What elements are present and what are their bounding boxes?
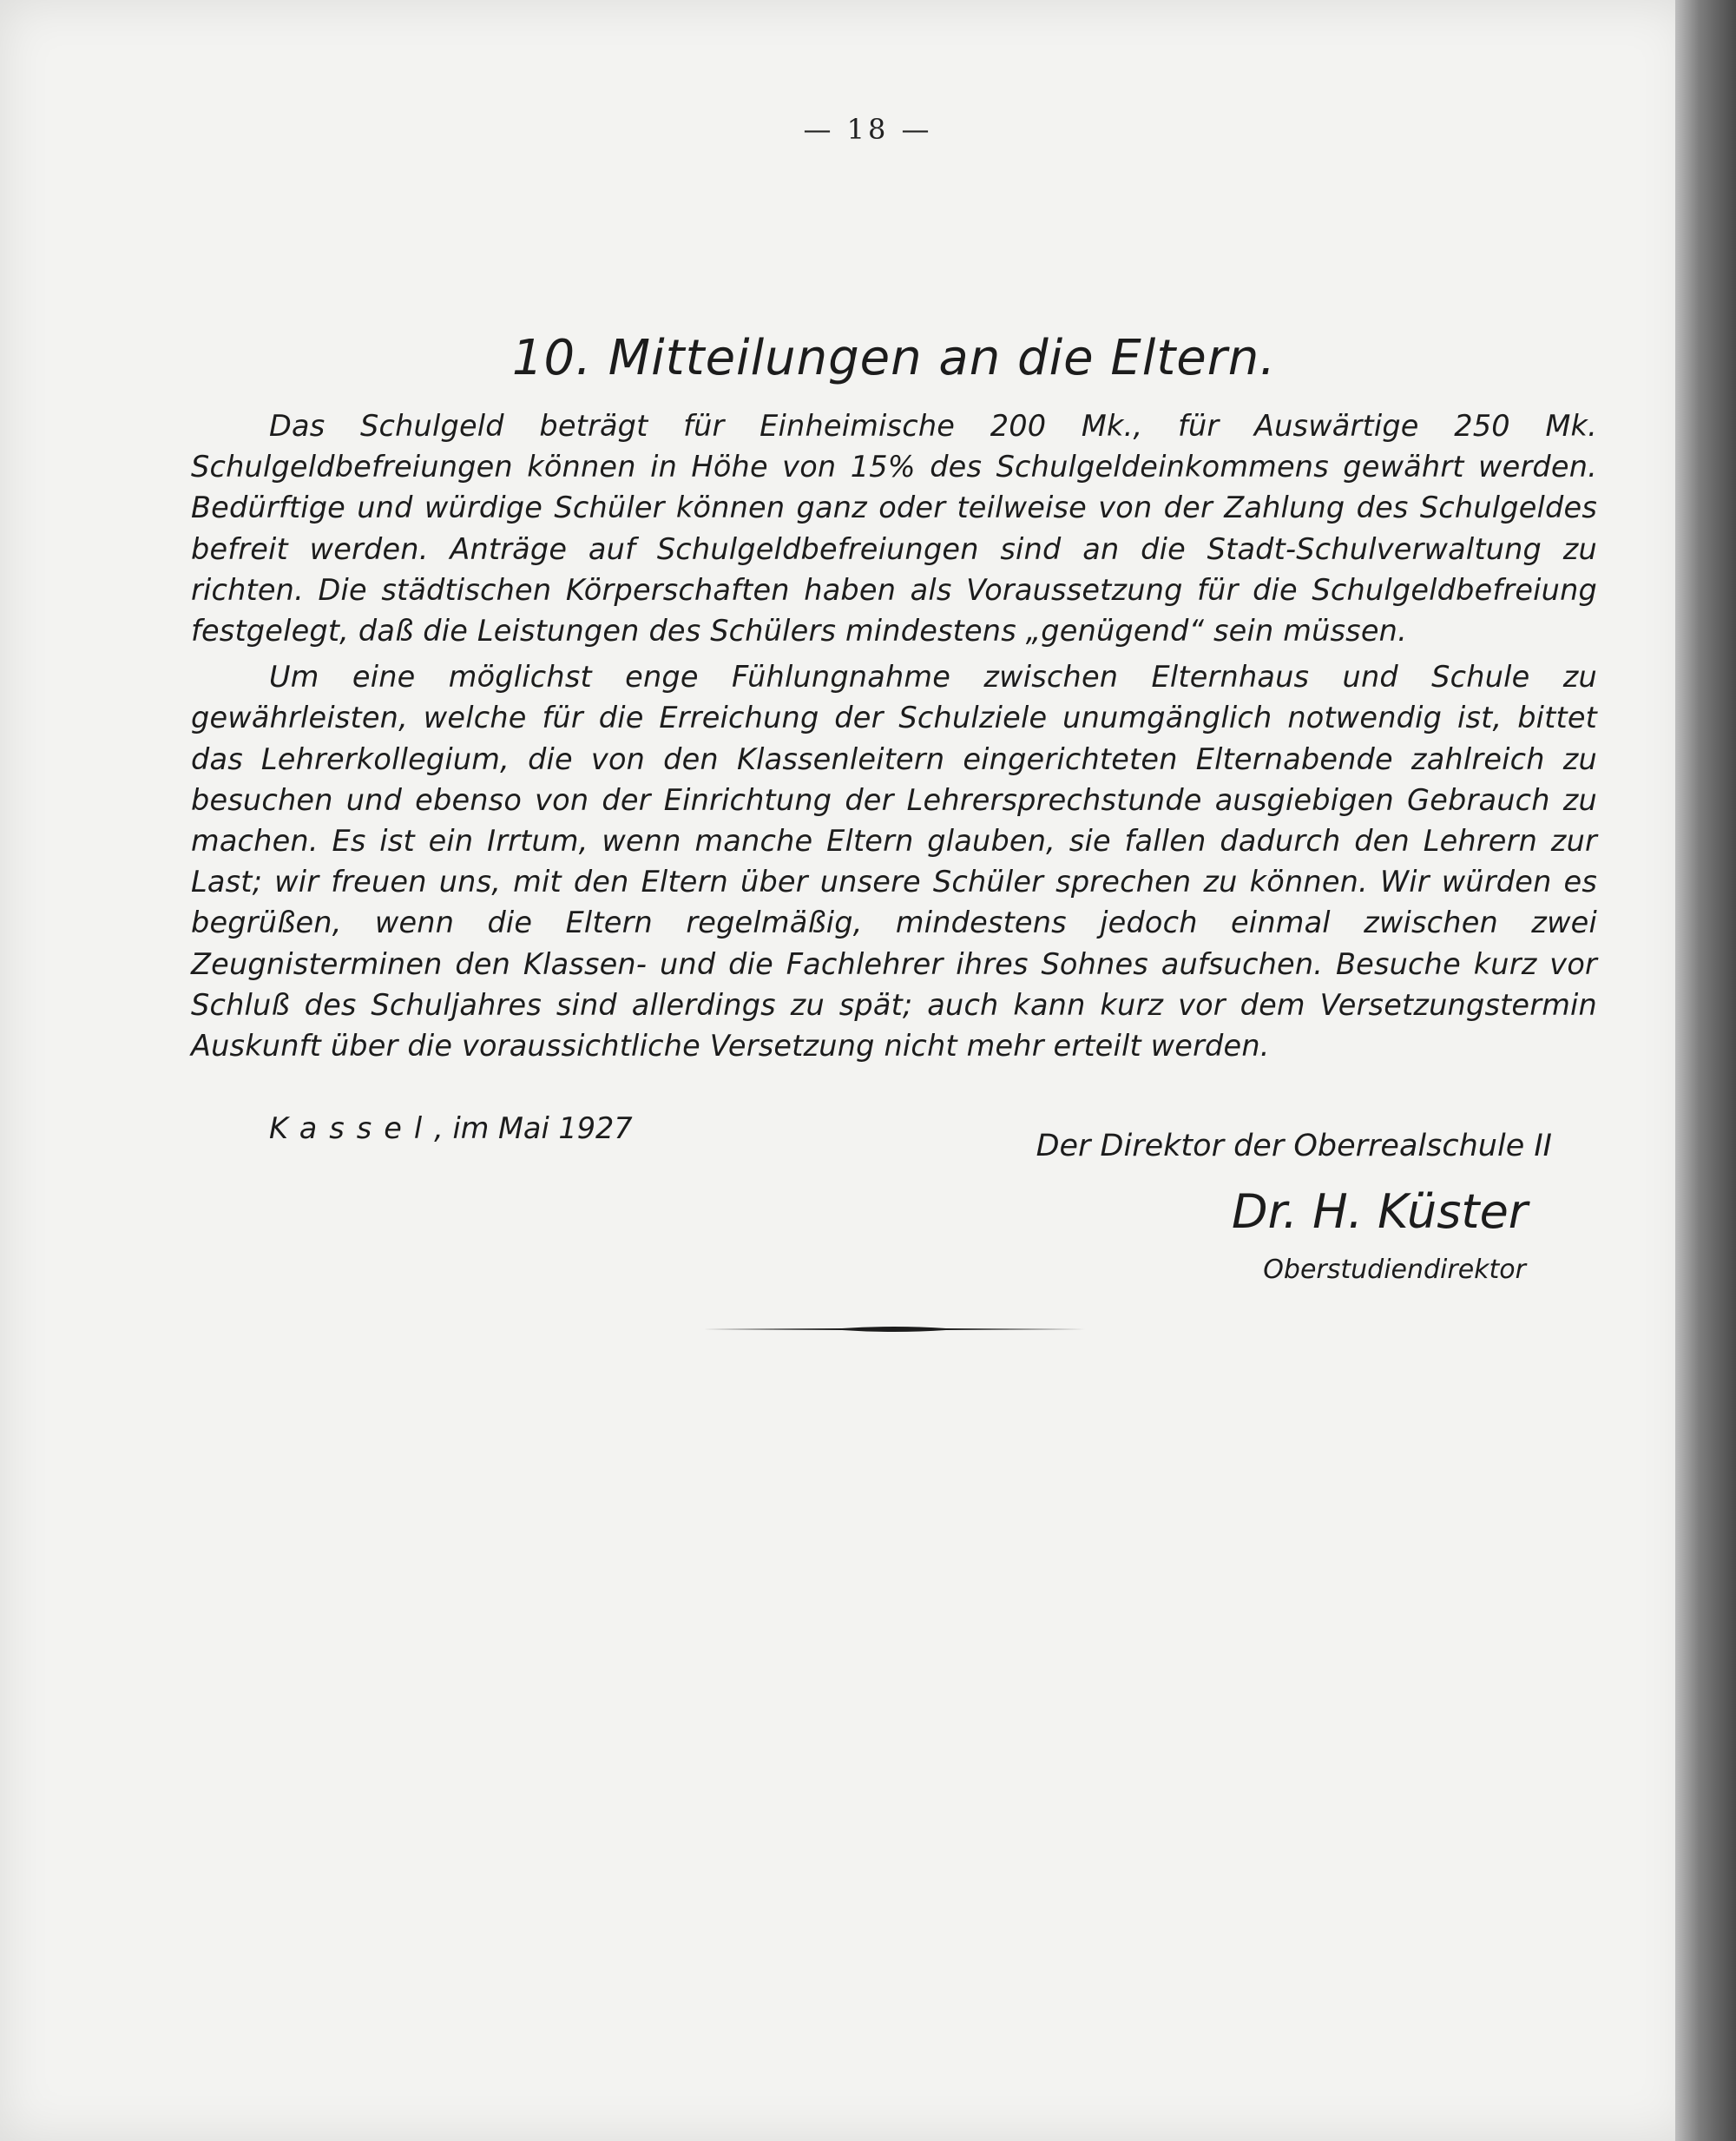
page-edge-shadow: [1675, 0, 1736, 2141]
section-heading: 10. Mitteilungen an die Eltern.: [511, 330, 1277, 386]
place-name: Kassel: [269, 1111, 435, 1146]
signature-name: Dr. H. Küster: [1231, 1184, 1528, 1239]
paragraph-school-fees: Das Schulgeld beträgt für Einheimische 200 Mk., für Auswärtige 250 Mk. Schulgeldbefreiungen können in Höhe von 15% des Schulgeldeinkommens gewährt werden. Bedürftige und würdige Schüler können ganz oder teilweise von der Zahlung des Schulgeldes befreit werden. Anträge auf Schulgeldbefreiungen sind an die Stadt-Schulverwaltung zu richten. Die städtischen Körperschaften haben als Voraussetzung für die Schulgeldbefreiung festgelegt, daß die Leistungen des Schülers mindestens „genügend“ sein müssen.: [191, 409, 1597, 649]
page-number: — 18 —: [803, 113, 933, 146]
signature-title: Der Direktor der Oberrealschule II: [1036, 1129, 1552, 1163]
date-text: , im Mai 1927: [434, 1111, 633, 1146]
section-content: [191, 330, 1597, 1145]
signature-block: [1036, 1129, 1552, 1285]
closing-rule: [703, 1323, 1085, 1335]
paragraph-parent-contact: Um eine möglichst enge Fühlungnahme zwischen Elternhaus und Schule zu gewährleisten, welche für die Erreichung der Schulziele unumgänglich notwendig ist, bittet das Lehrerkollegium, die von den Klassenleitern eingerichteten Elternabende zahlreich zu besuchen und ebenso von der Einrichtung der Lehrersprechstunde ausgiebigen Gebrauch zu machen. Es ist ein Irrtum, wenn manche Eltern glauben, sie fallen dadurch den Lehrern zur Last; wir freuen uns, mit den Eltern über unsere Schüler sprechen zu können. Wir würden es begrüßen, wenn die Eltern regelmäßig, mindestens jedoch einmal zwischen zwei Zeugnisterminen den Klassen- und die Fachlehrer ihres Sohnes aufsuchen. Besuche kurz vor Schluß des Schuljahres sind allerdings zu spät; auch kann kurz vor dem Versetzungstermin Auskunft über die voraussichtliche Versetzung nicht mehr erteilt werden.: [191, 660, 1597, 1064]
signature-role: Oberstudiendirektor: [1263, 1255, 1526, 1285]
